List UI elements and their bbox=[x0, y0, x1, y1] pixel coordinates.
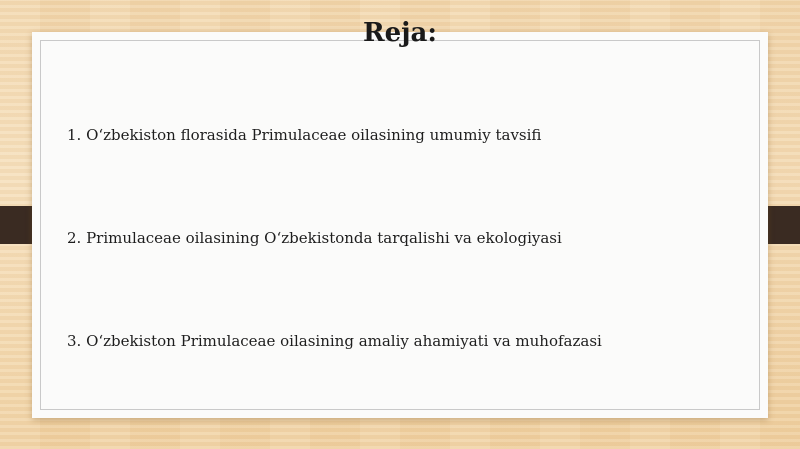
slide-title: Reja: bbox=[362, 18, 437, 48]
slide-card bbox=[32, 32, 768, 418]
slide-card-border bbox=[40, 40, 760, 410]
plan-item-1: 1. O‘zbekiston florasida Primulaceae oilasining umumiy tavsifi bbox=[67, 126, 542, 144]
plan-item-2: 2. Primulaceae oilasining O‘zbekistonda tarqalishi va ekologiyasi bbox=[67, 229, 562, 247]
plan-item-3: 3. O‘zbekiston Primulaceae oilasining amaliy ahamiyati va muhofazasi bbox=[67, 332, 602, 350]
